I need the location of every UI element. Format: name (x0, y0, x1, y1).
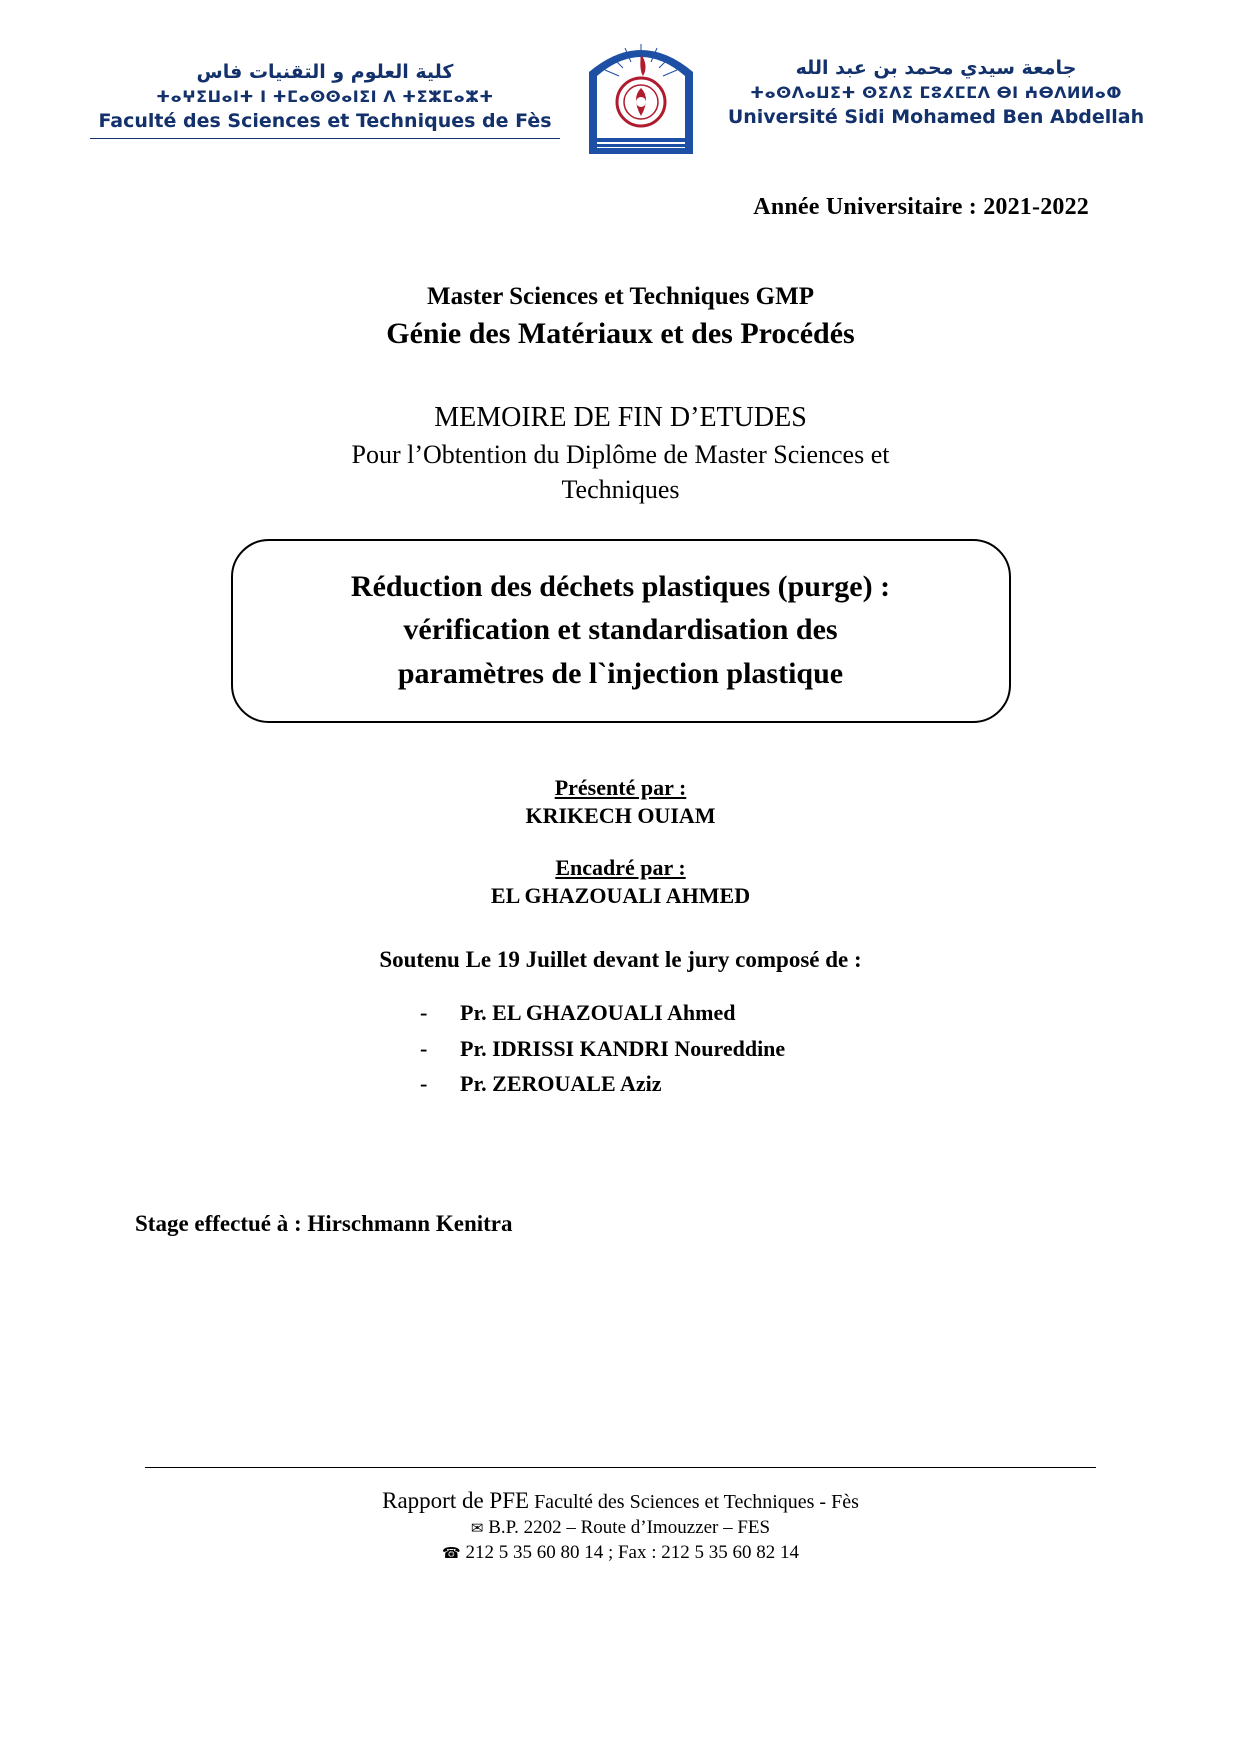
jury-member-name: Pr. IDRISSI KANDRI Noureddine (460, 1035, 786, 1061)
list-bullet: - (420, 1000, 428, 1026)
document-footer (90, 1467, 1151, 1564)
memoire-subheading-line1: Pour l’Obtention du Diplôme de Master Sciences et (351, 439, 890, 469)
footer-faculty-label: Faculté des Sciences et Techniques - Fès (534, 1491, 859, 1513)
footer-divider (145, 1467, 1096, 1468)
faculty-name-french: Faculté des Sciences et Techniques de Fès (98, 110, 552, 133)
footer-address: B.P. 2202 – Route d’Imouzzer – FES (488, 1517, 771, 1538)
jury-list (420, 995, 980, 1101)
presented-by-label: Présenté par : (554, 775, 687, 801)
jury-member-name: Pr. ZEROUALE Aziz (460, 1070, 662, 1096)
header-university-block (721, 26, 1151, 131)
list-item (420, 1066, 980, 1101)
list-bullet: - (420, 1035, 428, 1061)
master-program-line: Master Sciences et Techniques GMP (427, 283, 814, 310)
university-name-french: Université Sidi Mohamed Ben Abdellah (727, 106, 1145, 129)
list-bullet: - (420, 1070, 428, 1096)
thesis-title-line2: vérification et standardisation des (403, 613, 838, 647)
university-seal-logo (581, 26, 701, 161)
faculty-name-arabic: كلية العلوم و التقنيات فاس (196, 61, 454, 83)
memoire-heading: MEMOIRE DE FIN D’ETUDES (434, 402, 807, 433)
academic-year: Année Universitaire : 2021-2022 (753, 194, 1089, 220)
jury-member-name: Pr. EL GHAZOUALI Ahmed (460, 1000, 736, 1026)
faculty-name-tifinagh: ⵜⴰⵖⵉⵡⴰⵏⵜ ⵏ ⵜⵎⴰⵙⵙⴰⵏⵉⵏ ⴷ ⵜⵉⵣⵎⴰⵣⵜ (156, 86, 494, 106)
thesis-title-line1: Réduction des déchets plastiques (purge) : (350, 569, 891, 603)
footer-report-label: Rapport de PFE (382, 1488, 530, 1513)
university-name-tifinagh: ⵜⴰⵙⴷⴰⵡⵉⵜ ⵙⵉⴷⵉ ⵎⵓⵃⵎⵎⴷ ⴱⵏ ⵄⴱⴷⵍⵍⴰⵀ (750, 82, 1122, 102)
defense-line: Soutenu Le 19 Juillet devant le jury composé de : (379, 947, 862, 973)
footer-phone: 212 5 35 60 80 14 ; Fax : 212 5 35 60 82 14 (465, 1542, 799, 1563)
supervised-by-label: Encadré par : (555, 855, 686, 881)
footer-line-2 (90, 1517, 1151, 1539)
internship-line: Stage effectué à : Hirschmann Kenitra (135, 1211, 513, 1237)
phone-icon: ☎ (442, 1544, 461, 1562)
header-faculty-block (90, 26, 560, 139)
authorship-block (90, 775, 1151, 909)
presented-by-name: KRIKECH OUIAM (525, 803, 716, 829)
university-name-arabic: جامعة سيدي محمد بن عبد الله (795, 57, 1077, 79)
spacer (90, 829, 1151, 855)
memoire-subheading-line2: Techniques (561, 474, 680, 504)
footer-line-1 (90, 1488, 1151, 1514)
list-item (420, 1031, 980, 1066)
list-item (420, 995, 980, 1030)
header-divider-line (90, 138, 560, 139)
document-header (90, 0, 1151, 166)
thesis-title-line3: paramètres de l`injection plastique (397, 656, 844, 690)
master-program-title: Génie des Matériaux et des Procédés (386, 317, 855, 350)
thesis-title-box (231, 539, 1011, 724)
mail-icon: ✉ (470, 1519, 484, 1537)
supervised-by-name: EL GHAZOUALI AHMED (490, 883, 751, 909)
memoire-block (90, 399, 1151, 507)
footer-line-3 (90, 1542, 1151, 1564)
seal-icon (581, 26, 701, 161)
